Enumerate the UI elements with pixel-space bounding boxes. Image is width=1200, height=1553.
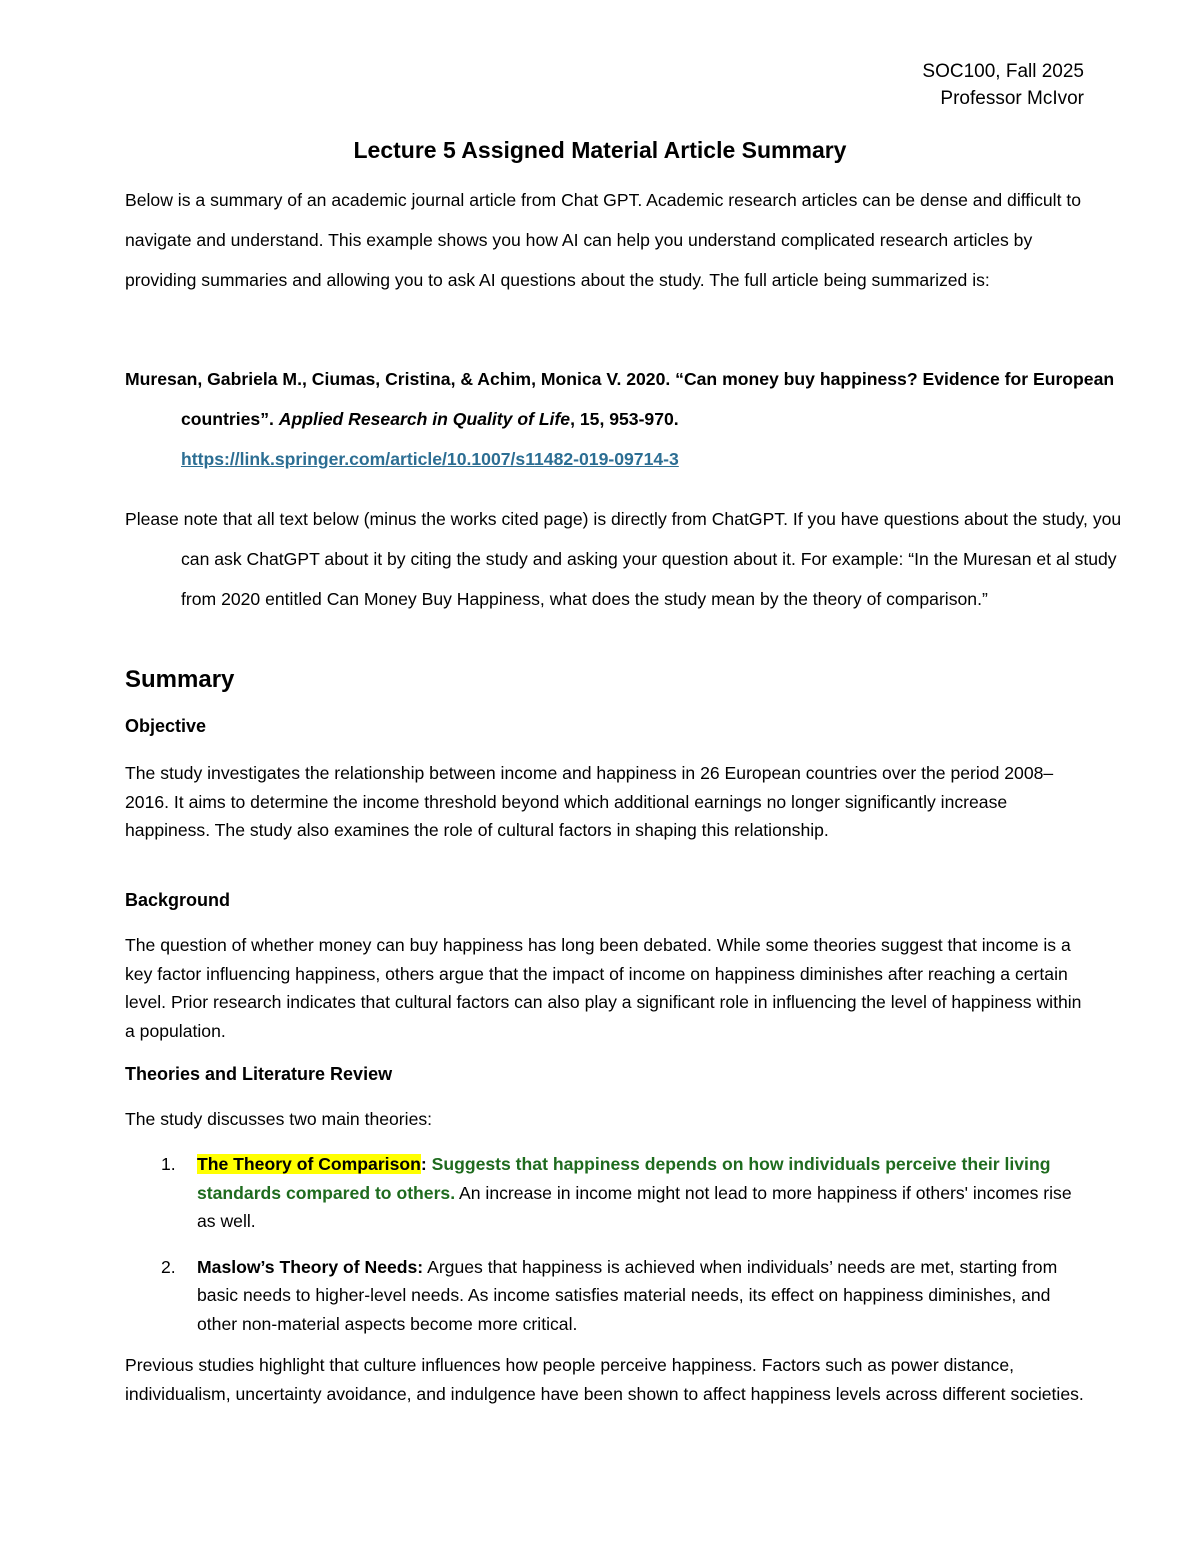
theory-highlight: Suggests that happiness depends on how individuals perceive their living standards compared to others. [197, 1154, 1051, 1203]
objective-heading: Objective [125, 716, 207, 736]
theories-heading: Theories and Literature Review [125, 1064, 393, 1084]
theories-intro: The study discusses two main theories: [125, 1109, 433, 1129]
background-text: The question of whether money can buy happiness has long been debated. While some theories suggest that income is a key factor influencing happiness, others argue that the impact of income on happiness diminishes after reaching a certain level. Prior research indicates that cultural factors can also play a significant role in influencing the level of happiness within a population. [125, 935, 1082, 1041]
course-info: SOC100, Fall 2025 [922, 61, 1084, 82]
document-title: Lecture 5 Assigned Material Article Summary [353, 137, 847, 163]
course-header [922, 58, 1084, 112]
citation-journal: Applied Research in Quality of Life [278, 409, 571, 429]
theories-list [125, 1150, 1085, 1355]
citation-link[interactable]: https://link.springer.com/article/10.1007/s11482-019-09714-3 [181, 449, 679, 469]
list-number: 2. [161, 1256, 176, 1277]
list-item [125, 1253, 1085, 1339]
citation-volume: , 15, 953-970. [570, 409, 679, 429]
chatgpt-note: Please note that all text below (minus the works cited page) is directly from ChatGPT. If you have questions about the study, you can ask ChatGPT about it by citing the study and asking your question about it. For example: “In the Muresan et al study from 2020 entitled Can Money Buy Happiness, what does the study mean by the theory of comparison.” [125, 509, 1122, 609]
list-item [125, 1150, 1085, 1236]
theory-description: Argues that happiness is achieved when individuals’ needs are met, starting from basic needs to higher-level needs. As income satisfies material needs, its effect on happiness diminishes, and other non-material aspects become more critical. [197, 1256, 1058, 1334]
citation [125, 359, 1141, 479]
theory-name: The Theory of Comparison [197, 1154, 421, 1174]
objective-text: The study investigates the relationship between income and happiness in 26 European countries over the period 2008–2016. It aims to determine the income threshold beyond which additional earnings no longer significantly increase happiness. The study also examines the role of cultural factors in shaping this relationship. [125, 763, 1054, 840]
background-heading: Background [125, 890, 231, 910]
intro-paragraph: Below is a summary of an academic journal article from Chat GPT. Academic research articles can be dense and difficult to navigate and understand. This example shows you how AI can help you understand complicated research articles by providing summaries and allowing you to ask AI questions about the study. The full article being summarized is: [125, 190, 1082, 290]
summary-heading: Summary [125, 666, 235, 693]
theory-name: Maslow’s Theory of Needs: [197, 1256, 424, 1277]
theories-closing: Previous studies highlight that culture influences how people perceive happiness. Factors such as power distance, individualism, uncertainty avoidance, and indulgence have been shown to affect happiness levels across different societies. [125, 1355, 1084, 1404]
theory-description: An increase in income might not lead to more happiness if others' incomes rise as well. [197, 1182, 1072, 1231]
citation-authors: Muresan, Gabriela M., Ciumas, Cristina, & Achim, Monica V. 2020. “Can money buy happiness? Evidence for European countries”. [125, 369, 1115, 429]
list-number: 1. [161, 1154, 176, 1174]
professor-name: Professor McIvor [940, 88, 1084, 109]
theory-separator: : [420, 1154, 432, 1174]
